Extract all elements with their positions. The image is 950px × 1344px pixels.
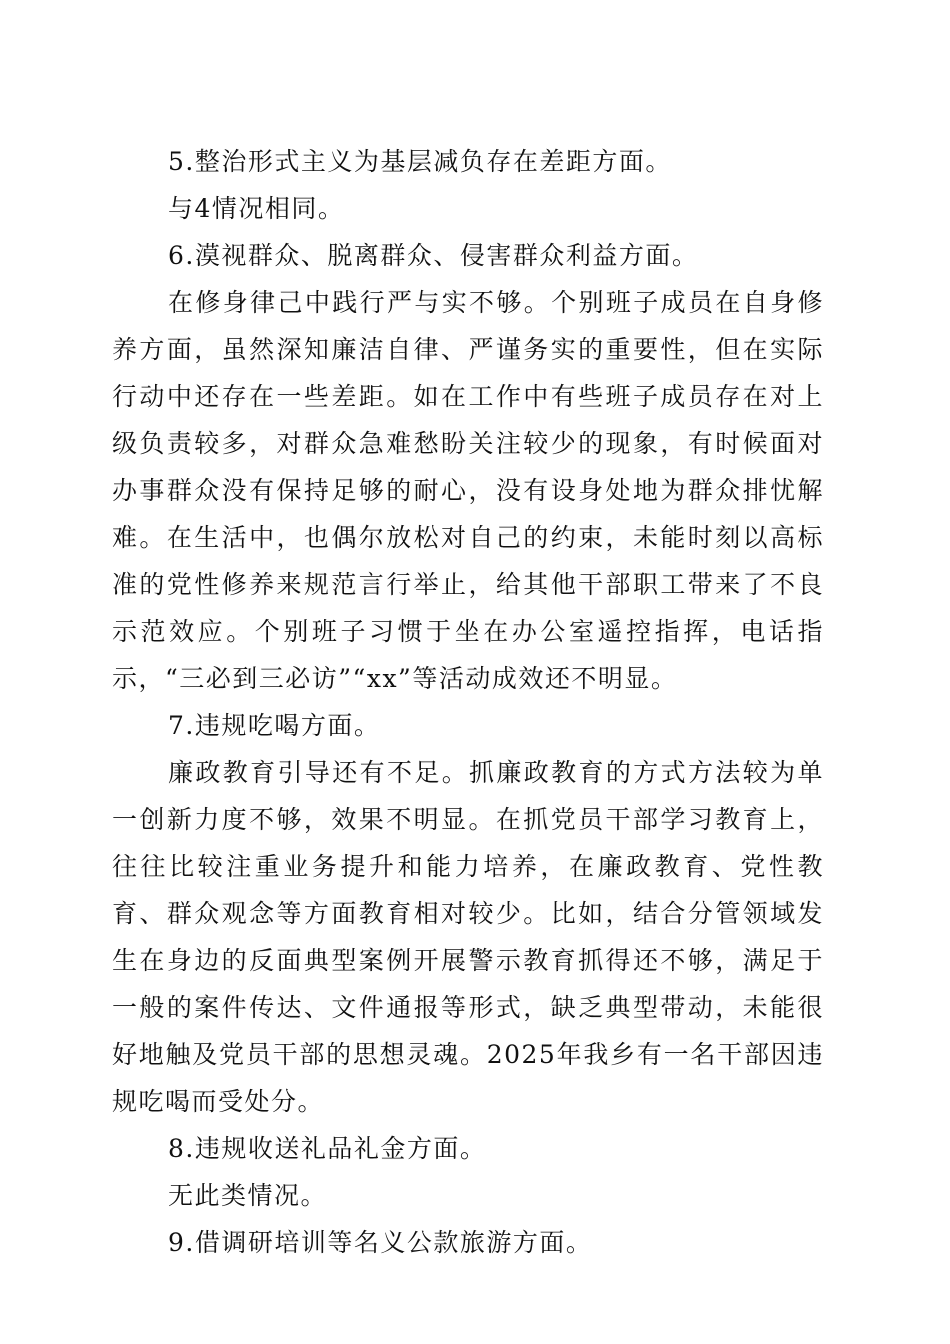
document-body xyxy=(112,138,824,1266)
body-paragraph: 在修身律己中践行严与实不够。个别班子成员在自身修养方面，虽然深知廉洁自律、严谨务实的重要性，但在实际行动中还存在一些差距。如在工作中有些班子成员存在对上级负责较多，对群众急难愁盼关注较少的现象，有时候面对办事群众没有保持足够的耐心，没有设身处地为群众排忧解难。在生活中，也偶尔放松对自己的约束，未能时刻以高标准的党性修养来规范言行举止，给其他干部职工带来了不良示范效应。个别班子习惯于坐在办公室遥控指挥，电话指示，“三必到三必访”“xx”等活动成效还不明显。 xyxy=(112,288,824,693)
body-paragraph: 无此类情况。 xyxy=(168,1181,328,1210)
heading-item-7: 7.违规吃喝方面。 xyxy=(168,711,381,740)
heading-item-6: 6.漠视群众、脱离群众、侵害群众利益方面。 xyxy=(168,241,699,270)
body-paragraph: 与4情况相同。 xyxy=(168,194,345,223)
heading-item-9: 9.借调研培训等名义公款旅游方面。 xyxy=(168,1228,593,1257)
heading-item-5: 5.整治形式主义为基层减负存在差距方面。 xyxy=(168,147,672,176)
heading-item-8: 8.违规收送礼品礼金方面。 xyxy=(168,1134,487,1163)
body-paragraph: 廉政教育引导还有不足。抓廉政教育的方式方法较为单一创新力度不够，效果不明显。在抓党员干部学习教育上，往往比较注重业务提升和能力培养，在廉政教育、党性教育、群众观念等方面教育相对较少。比如，结合分管领域发生在身边的反面典型案例开展警示教育抓得还不够，满足于一般的案件传达、文件通报等形式，缺乏典型带动，未能很好地触及党员干部的思想灵魂。2025年我乡有一名干部因违规吃喝而受处分。 xyxy=(112,758,824,1116)
